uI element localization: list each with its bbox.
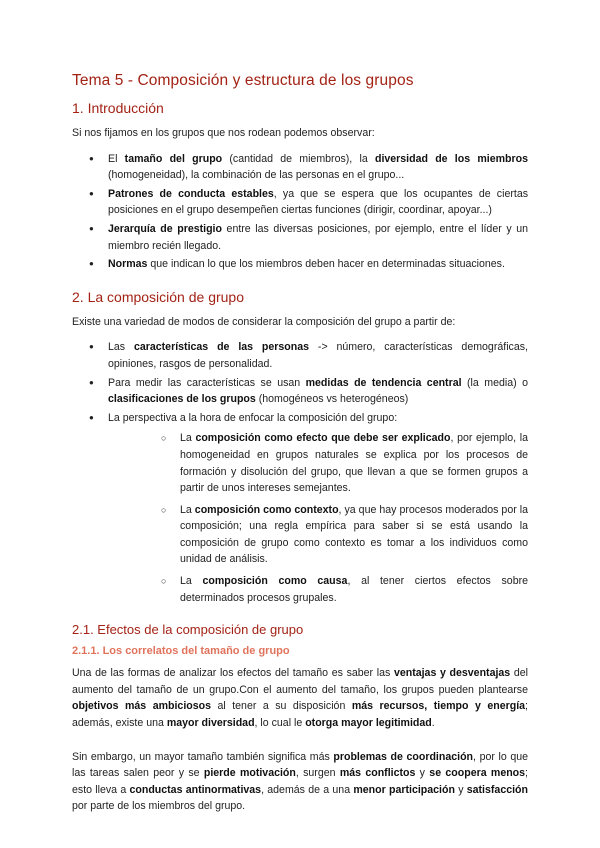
list-item: ● Jerarquía de prestigio entre las diversas posiciones, por ejemplo, entre el líder y un miembro recién llegado.	[72, 221, 528, 254]
section-2-list	[72, 339, 528, 606]
paragraph-advantages: Una de las formas de analizar los efectos del tamaño es saber las ventajas y desventajas del aumento del tamaño de un grupo.Con el aumento del tamaño, los grupos pueden plantearse objetivos más ambiciosos al tener a su disposición más recursos, tiempo y energía; además, existe una mayor diversidad, lo cual le otorga mayor legitimidad.	[72, 667, 528, 730]
section-2-1-heading: 2.1. Efectos de la composición de grupo	[72, 622, 304, 638]
section-2-sublist	[108, 430, 528, 606]
paragraph-disadvantages: Sin embargo, un mayor tamaño también significa más problemas de coordinación, por lo que las tareas salen peor y se pierde motivación, surgen más conflictos y se coopera menos; esto lleva a conductas antinormativas, además de a una menor participación y satisfacción por parte de los miembros del grupo.	[72, 750, 528, 813]
list-item: ● Normas que indican lo que los miembros deben hacer en determinadas situaciones.	[72, 256, 528, 273]
sublist-item: ○ La composición como causa, al tener ciertos efectos sobre determinados procesos grupales.	[108, 573, 528, 606]
list-item: ● La perspectiva a la hora de enfocar la composición del grupo: ○ La composición como efecto que debe ser explicado, por ejemplo, la homogeneidad en grupos naturales se explica por los procesos de formación y disolución del grupo, que llevan a que se formen grupos a partir de unos intereses semejantes. ○ La composición como contexto, ya que hay procesos moderados por la composición; una regla empírica para saber si se está usando la composición de grupo como contexto es tomar a los individuos como unidad de análisis. ○ La composición como causa, al tener ciertos efectos sobre determinados procesos grupales.	[72, 410, 528, 607]
list-item: ● Las características de las personas -> número, características demográficas, opiniones, rasgos de personalidad.	[72, 339, 528, 372]
sublist-item: ○ La composición como efecto que debe ser explicado, por ejemplo, la homogeneidad en grupos naturales se explica por los procesos de formación y disolución del grupo, que llevan a que se formen grupos a partir de unos intereses semejantes.	[108, 430, 528, 496]
section-2-heading: 2. La composición de grupo	[72, 288, 244, 305]
list-item: ● Patrones de conducta estables, ya que se espera que los ocupantes de ciertas posiciones en el grupo desempeñen ciertas funciones (dirigir, coordinar, apoyar...)	[72, 186, 528, 219]
list-item: ● El tamaño del grupo (cantidad de miembros), la diversidad de los miembros (homogeneidad), la combinación de las personas en el grupo...	[72, 151, 528, 184]
section-1-intro: Si nos fijamos en los grupos que nos rodean podemos observar:	[72, 127, 375, 139]
document-title: Tema 5 - Composición y estructura de los grupos	[72, 72, 414, 89]
list-item: ● Para medir las características se usan medidas de tendencia central (la media) o clasificaciones de los grupos (homogéneos vs heterogéneos)	[72, 375, 528, 408]
section-1-heading: 1. Introducción	[72, 100, 164, 116]
section-1-list	[72, 151, 528, 273]
section-2-1-1-heading: 2.1.1. Los correlatos del tamaño de grupo	[72, 645, 290, 658]
section-2-intro: Existe una variedad de modos de considerar la composición del grupo a partir de:	[72, 315, 456, 328]
sublist-item: ○ La composición como contexto, ya que hay procesos moderados por la composición; una regla empírica para saber si se está usando la composición de grupo como contexto es tomar a los individuos como unidad de análisis.	[108, 502, 528, 568]
